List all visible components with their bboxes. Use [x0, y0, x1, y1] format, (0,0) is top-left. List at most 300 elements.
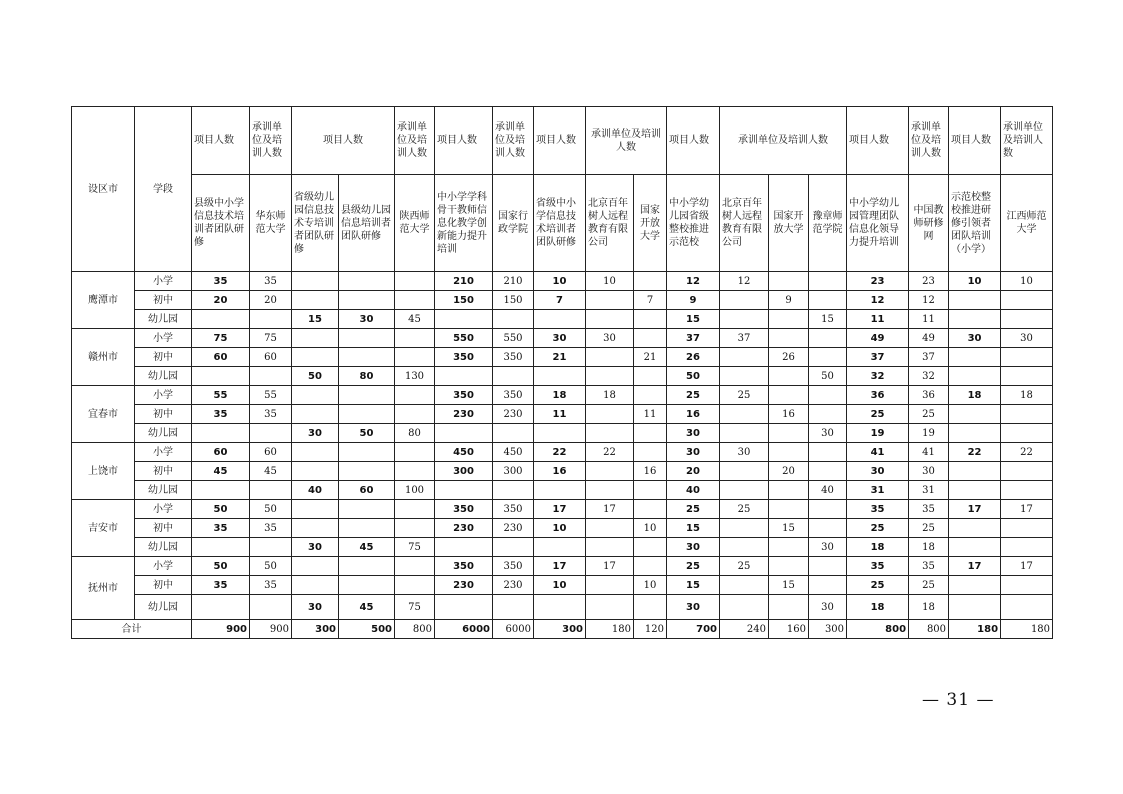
- table-cell: 21: [634, 348, 667, 367]
- table-cell: 35: [250, 576, 292, 595]
- total-cell: 700: [667, 620, 720, 639]
- table-cell: [586, 367, 634, 386]
- table-cell: [634, 424, 667, 443]
- table-cell: [1001, 367, 1053, 386]
- table-cell: [435, 310, 493, 329]
- table-cell: [634, 481, 667, 500]
- table-row: [72, 462, 1053, 481]
- table-cell: [192, 310, 250, 329]
- table-cell: 40: [292, 481, 339, 500]
- table-cell: 50: [339, 424, 395, 443]
- table-cell: 16: [667, 405, 720, 424]
- table-cell: [769, 443, 809, 462]
- table-cell: 35: [192, 405, 250, 424]
- table-cell: 10: [949, 272, 1001, 291]
- total-cell: 240: [720, 620, 769, 639]
- table-cell: [586, 462, 634, 481]
- table-cell: 350: [435, 348, 493, 367]
- table-cell: [292, 386, 339, 405]
- table-cell: 230: [493, 576, 534, 595]
- header-group1-count: 项目人数: [192, 107, 250, 175]
- table-cell: [534, 481, 586, 500]
- table-cell: [292, 462, 339, 481]
- table-cell: 30: [909, 462, 949, 481]
- table-cell: [769, 595, 809, 620]
- table-row: [72, 424, 1053, 443]
- table-cell: 23: [909, 272, 949, 291]
- table-cell: [769, 557, 809, 576]
- table-cell: 21: [534, 348, 586, 367]
- table-cell: 45: [339, 595, 395, 620]
- stage-label: 幼儿园: [135, 538, 192, 557]
- table-cell: 40: [809, 481, 847, 500]
- table-cell: 30: [667, 443, 720, 462]
- table-cell: [493, 481, 534, 500]
- table-cell: 130: [395, 367, 435, 386]
- table-cell: [1001, 424, 1053, 443]
- table-cell: [435, 538, 493, 557]
- table-cell: [634, 443, 667, 462]
- table-cell: 11: [534, 405, 586, 424]
- table-cell: [949, 310, 1001, 329]
- table-cell: 18: [909, 595, 949, 620]
- table-cell: 30: [292, 424, 339, 443]
- table-cell: [395, 329, 435, 348]
- table-cell: 20: [250, 291, 292, 310]
- table-cell: 55: [250, 386, 292, 405]
- table-cell: 75: [395, 595, 435, 620]
- table-cell: [720, 538, 769, 557]
- table-cell: 20: [192, 291, 250, 310]
- table-cell: [949, 405, 1001, 424]
- table-cell: [720, 405, 769, 424]
- table-cell: 30: [667, 538, 720, 557]
- table-cell: 300: [493, 462, 534, 481]
- table-cell: [395, 348, 435, 367]
- table-cell: 30: [667, 424, 720, 443]
- table-cell: [809, 557, 847, 576]
- header-col-6: 中小学学科骨干教师信息化教学创新能力提升培训: [435, 175, 493, 272]
- total-cell: 900: [192, 620, 250, 639]
- table-cell: [949, 538, 1001, 557]
- table-cell: 18: [847, 538, 909, 557]
- table-cell: [1001, 595, 1053, 620]
- header-stage: 学段: [135, 107, 192, 272]
- table-cell: 15: [667, 310, 720, 329]
- table-cell: 60: [250, 443, 292, 462]
- header-col-1: 县级中小学信息技术培训者团队研修: [192, 175, 250, 272]
- city-name: 吉安市: [72, 500, 135, 557]
- table-cell: [586, 481, 634, 500]
- table-row: [72, 443, 1053, 462]
- total-cell: 900: [250, 620, 292, 639]
- table-cell: 350: [493, 557, 534, 576]
- table-cell: [1001, 462, 1053, 481]
- table-cell: 25: [720, 500, 769, 519]
- table-cell: 22: [586, 443, 634, 462]
- table-cell: [1001, 576, 1053, 595]
- table-cell: [292, 272, 339, 291]
- table-cell: [395, 557, 435, 576]
- table-cell: [949, 424, 1001, 443]
- table-cell: 10: [534, 519, 586, 538]
- table-cell: [493, 367, 534, 386]
- total-cell: 120: [634, 620, 667, 639]
- table-cell: 150: [435, 291, 493, 310]
- table-cell: 60: [339, 481, 395, 500]
- table-cell: [339, 405, 395, 424]
- city-name: 上饶市: [72, 443, 135, 500]
- table-cell: 41: [909, 443, 949, 462]
- table-cell: [395, 519, 435, 538]
- header-group2-unit: 承训单位及培训人数: [395, 107, 435, 175]
- table-cell: 350: [493, 348, 534, 367]
- table-cell: 80: [395, 424, 435, 443]
- table-cell: [493, 424, 534, 443]
- table-cell: 19: [909, 424, 949, 443]
- total-cell: 6000: [435, 620, 493, 639]
- table-cell: [250, 595, 292, 620]
- table-cell: 25: [909, 519, 949, 538]
- header-group5-count: 项目人数: [667, 107, 720, 175]
- table-cell: [720, 519, 769, 538]
- table-cell: [586, 519, 634, 538]
- table-cell: [809, 443, 847, 462]
- table-cell: 9: [667, 291, 720, 310]
- header-col-9: 北京百年树人远程教育有限公司: [586, 175, 634, 272]
- table-row: [72, 595, 1053, 620]
- table-cell: 10: [586, 272, 634, 291]
- table-cell: 17: [586, 500, 634, 519]
- table-cell: [493, 538, 534, 557]
- table-cell: 9: [769, 291, 809, 310]
- header-col-12: 北京百年树人远程教育有限公司: [720, 175, 769, 272]
- stage-label: 初中: [135, 405, 192, 424]
- table-cell: 30: [809, 424, 847, 443]
- table-cell: [292, 348, 339, 367]
- table-cell: [586, 405, 634, 424]
- table-cell: [949, 576, 1001, 595]
- table-cell: [192, 595, 250, 620]
- training-allocation-table: [71, 106, 1053, 639]
- header-row-2: [72, 175, 1053, 272]
- table-cell: 35: [250, 272, 292, 291]
- table-cell: 30: [949, 329, 1001, 348]
- total-cell: 300: [534, 620, 586, 639]
- table-cell: 35: [250, 519, 292, 538]
- table-cell: 15: [292, 310, 339, 329]
- header-group6-unit: 承训单位及培训人数: [909, 107, 949, 175]
- header-col-15: 中小学幼儿园管理团队信息化领导力提升培训: [847, 175, 909, 272]
- table-cell: 210: [493, 272, 534, 291]
- table-cell: [949, 462, 1001, 481]
- header-col-3: 省级幼儿园信息技术专培训者团队研修: [292, 175, 339, 272]
- stage-label: 小学: [135, 500, 192, 519]
- table-cell: [809, 500, 847, 519]
- table-cell: [339, 519, 395, 538]
- table-cell: [339, 462, 395, 481]
- table-cell: 35: [192, 519, 250, 538]
- table-cell: [1001, 291, 1053, 310]
- header-group1-unit: 承训单位及培训人数: [250, 107, 292, 175]
- table-cell: [435, 481, 493, 500]
- table-cell: 10: [1001, 272, 1053, 291]
- table-cell: 300: [435, 462, 493, 481]
- table-cell: [769, 310, 809, 329]
- table-row: [72, 367, 1053, 386]
- table-cell: 36: [909, 386, 949, 405]
- header-col-13: 国家开放大学: [769, 175, 809, 272]
- table-cell: 100: [395, 481, 435, 500]
- stage-label: 小学: [135, 272, 192, 291]
- table-cell: [1001, 519, 1053, 538]
- table-cell: [809, 462, 847, 481]
- table-cell: [809, 329, 847, 348]
- table-cell: 17: [1001, 500, 1053, 519]
- table-cell: [493, 310, 534, 329]
- table-cell: [395, 386, 435, 405]
- table-cell: 30: [847, 462, 909, 481]
- header-group6-count: 项目人数: [847, 107, 909, 175]
- stage-label: 小学: [135, 329, 192, 348]
- table-cell: 18: [1001, 386, 1053, 405]
- table-cell: 15: [769, 576, 809, 595]
- table-row: [72, 576, 1053, 595]
- table-cell: 50: [809, 367, 847, 386]
- table-cell: [586, 595, 634, 620]
- table-cell: [292, 443, 339, 462]
- table-row: [72, 481, 1053, 500]
- table-cell: 30: [1001, 329, 1053, 348]
- table-cell: [250, 481, 292, 500]
- table-cell: [949, 291, 1001, 310]
- city-name: 赣州市: [72, 329, 135, 386]
- table-cell: 12: [909, 291, 949, 310]
- table-cell: 30: [292, 538, 339, 557]
- table-cell: [769, 367, 809, 386]
- table-cell: 15: [809, 310, 847, 329]
- table-cell: 31: [847, 481, 909, 500]
- stage-label: 初中: [135, 291, 192, 310]
- table-cell: [586, 576, 634, 595]
- table-cell: 7: [634, 291, 667, 310]
- table-cell: [292, 405, 339, 424]
- table-cell: [395, 291, 435, 310]
- table-cell: 50: [192, 500, 250, 519]
- table-row: [72, 329, 1053, 348]
- table-cell: [435, 424, 493, 443]
- total-cell: 180: [586, 620, 634, 639]
- table-cell: 11: [634, 405, 667, 424]
- table-cell: 22: [534, 443, 586, 462]
- table-cell: [634, 538, 667, 557]
- table-cell: [720, 348, 769, 367]
- table-cell: 11: [909, 310, 949, 329]
- table-cell: [1001, 405, 1053, 424]
- table-cell: [769, 424, 809, 443]
- table-cell: 75: [192, 329, 250, 348]
- total-cell: 180: [949, 620, 1001, 639]
- total-cell: 180: [1001, 620, 1053, 639]
- table-cell: 350: [435, 500, 493, 519]
- table-cell: 37: [720, 329, 769, 348]
- table-cell: [395, 462, 435, 481]
- header-col-2: 华东师范大学: [250, 175, 292, 272]
- table-row: [72, 500, 1053, 519]
- table-cell: 18: [534, 386, 586, 405]
- table-cell: 30: [339, 310, 395, 329]
- table-cell: [435, 367, 493, 386]
- table-cell: [1001, 481, 1053, 500]
- table-cell: 25: [667, 500, 720, 519]
- table-cell: 20: [769, 462, 809, 481]
- stage-label: 初中: [135, 462, 192, 481]
- table-cell: [949, 519, 1001, 538]
- table-cell: 50: [192, 557, 250, 576]
- table-cell: 11: [847, 310, 909, 329]
- table-cell: [769, 538, 809, 557]
- table-cell: [339, 443, 395, 462]
- table-cell: 40: [667, 481, 720, 500]
- header-col-8: 省级中小学信息技术培训者团队研修: [534, 175, 586, 272]
- table-cell: 35: [909, 557, 949, 576]
- table-cell: [809, 272, 847, 291]
- table-cell: 80: [339, 367, 395, 386]
- table-cell: 75: [395, 538, 435, 557]
- table-cell: 30: [809, 538, 847, 557]
- header-col-10: 国家开放大学: [634, 175, 667, 272]
- table-cell: 25: [720, 557, 769, 576]
- table-cell: [809, 386, 847, 405]
- total-cell: 300: [809, 620, 847, 639]
- table-cell: 10: [534, 272, 586, 291]
- table-cell: [395, 576, 435, 595]
- stage-label: 初中: [135, 348, 192, 367]
- table-cell: [809, 576, 847, 595]
- total-cell: 800: [909, 620, 949, 639]
- table-cell: 35: [192, 272, 250, 291]
- table-cell: 230: [435, 405, 493, 424]
- page-number: — 31 —: [922, 690, 995, 710]
- table-cell: 30: [667, 595, 720, 620]
- table-cell: [720, 291, 769, 310]
- table-cell: [339, 500, 395, 519]
- table-cell: [534, 310, 586, 329]
- table-cell: 230: [493, 519, 534, 538]
- table-cell: [1001, 348, 1053, 367]
- table-cell: [769, 481, 809, 500]
- table-cell: 60: [192, 443, 250, 462]
- table-cell: 49: [847, 329, 909, 348]
- header-col-18: 江西师范大学: [1001, 175, 1053, 272]
- table-cell: [339, 348, 395, 367]
- table-cell: [534, 538, 586, 557]
- table-cell: [720, 481, 769, 500]
- total-cell: 6000: [493, 620, 534, 639]
- table-cell: 26: [769, 348, 809, 367]
- table-cell: 550: [493, 329, 534, 348]
- header-col-16: 中国教师研修网: [909, 175, 949, 272]
- table-cell: 37: [667, 329, 720, 348]
- table-cell: 350: [435, 386, 493, 405]
- table-cell: 30: [586, 329, 634, 348]
- table-cell: 30: [720, 443, 769, 462]
- table-cell: 20: [667, 462, 720, 481]
- table-cell: [949, 595, 1001, 620]
- table-row: [72, 405, 1053, 424]
- table-cell: 25: [847, 519, 909, 538]
- header-group4-unit: 承训单位及培训人数: [586, 107, 667, 175]
- header-district: 设区市: [72, 107, 135, 272]
- table-cell: [809, 405, 847, 424]
- table-cell: 35: [192, 576, 250, 595]
- table-cell: 15: [667, 576, 720, 595]
- table-cell: [720, 367, 769, 386]
- table-cell: 25: [667, 557, 720, 576]
- table-cell: [292, 557, 339, 576]
- table-row: [72, 538, 1053, 557]
- table-cell: [395, 443, 435, 462]
- table-cell: [586, 310, 634, 329]
- table-cell: 45: [339, 538, 395, 557]
- table-cell: 25: [847, 405, 909, 424]
- table-cell: [534, 595, 586, 620]
- table-cell: 25: [847, 576, 909, 595]
- table-cell: 17: [534, 557, 586, 576]
- table-cell: 41: [847, 443, 909, 462]
- table-cell: 25: [909, 576, 949, 595]
- table-cell: 22: [949, 443, 1001, 462]
- table-cell: [586, 538, 634, 557]
- table-cell: [634, 386, 667, 405]
- table-cell: [720, 595, 769, 620]
- table-cell: 18: [586, 386, 634, 405]
- table-cell: [292, 576, 339, 595]
- table-cell: 450: [493, 443, 534, 462]
- header-group2-count: 项目人数: [292, 107, 395, 175]
- header-row-1: [72, 107, 1053, 175]
- table-cell: 18: [847, 595, 909, 620]
- table-cell: 12: [667, 272, 720, 291]
- table-cell: 210: [435, 272, 493, 291]
- table-cell: [769, 386, 809, 405]
- header-group7-unit: 承训单位及培训人数: [1001, 107, 1053, 175]
- header-group4-count: 项目人数: [534, 107, 586, 175]
- table-cell: [769, 272, 809, 291]
- table-row: [72, 386, 1053, 405]
- table-cell: 25: [909, 405, 949, 424]
- table-cell: 19: [847, 424, 909, 443]
- table-cell: 45: [250, 462, 292, 481]
- table-cell: [720, 576, 769, 595]
- table-cell: 30: [534, 329, 586, 348]
- table-cell: 37: [847, 348, 909, 367]
- table-cell: [435, 595, 493, 620]
- table-row: [72, 291, 1053, 310]
- table-cell: [534, 367, 586, 386]
- table-cell: 60: [192, 348, 250, 367]
- table-cell: [534, 424, 586, 443]
- table-cell: 22: [1001, 443, 1053, 462]
- table-cell: [292, 500, 339, 519]
- stage-label: 幼儿园: [135, 424, 192, 443]
- table-cell: 75: [250, 329, 292, 348]
- table-cell: [292, 329, 339, 348]
- table-cell: [720, 424, 769, 443]
- stage-label: 幼儿园: [135, 310, 192, 329]
- table-cell: 15: [769, 519, 809, 538]
- header-group7-count: 项目人数: [949, 107, 1001, 175]
